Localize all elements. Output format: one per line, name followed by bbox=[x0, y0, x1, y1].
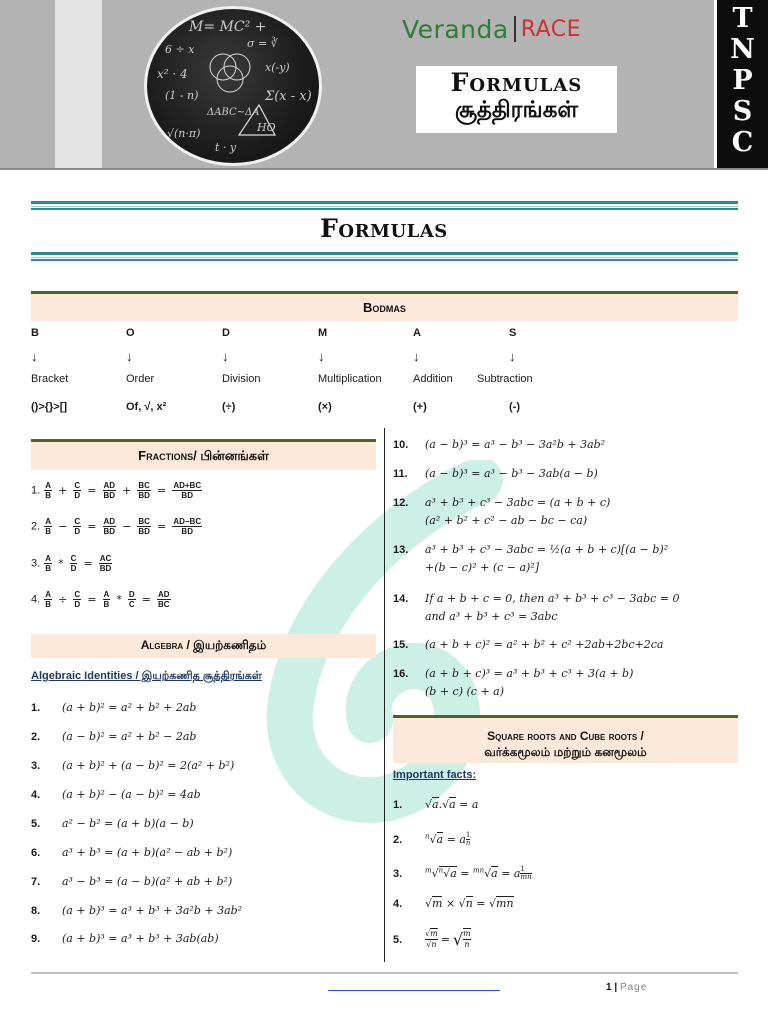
down-arrow-icon: ↓ bbox=[413, 349, 420, 364]
venn-sketch bbox=[205, 49, 257, 93]
identity-expression: a³ − b³ = (a − b)(a² + ab + b²) bbox=[62, 875, 233, 888]
fraction: $\frac{A}{B}$ bbox=[103, 590, 110, 609]
fraction: $\frac{AD+BC}{BD}$ bbox=[173, 481, 202, 500]
brand-veranda: Veranda bbox=[402, 14, 509, 44]
roots-heading-line1: Square roots and Cube roots / bbox=[487, 729, 644, 743]
item-number: 11. bbox=[393, 468, 408, 480]
tnpsc-letter: C bbox=[731, 127, 754, 158]
bodmas-name: Division bbox=[222, 373, 261, 385]
fraction-item: 4. $\frac{A}{B}$ ÷ $\frac{C}{D}$ = $\frac{A}{B}$ * $\frac{D}{C}$ = $\frac{AD}{BC}$ bbox=[31, 590, 170, 609]
fraction: $\frac{AD}{BD}$ bbox=[103, 517, 116, 536]
fraction: $\frac{A}{B}$ bbox=[45, 590, 52, 609]
bodmas-letter: A bbox=[413, 327, 421, 339]
bodmas-name: Order bbox=[126, 373, 155, 385]
fraction: $\frac{D}{C}$ bbox=[128, 590, 135, 609]
down-arrow-icon: ↓ bbox=[31, 349, 38, 364]
item-number: 15. bbox=[393, 639, 409, 651]
bodmas-name: Subtraction bbox=[477, 373, 533, 385]
brand-race: RACE bbox=[520, 16, 582, 42]
bodmas-letter: S bbox=[509, 327, 517, 339]
bodmas-name: Addition bbox=[413, 373, 453, 385]
tnpsc-letter: P bbox=[732, 65, 753, 96]
item-number: 12. bbox=[393, 497, 409, 509]
identity-expression: (a² + b² + c² − ab − bc − ca) bbox=[425, 514, 588, 527]
item-number: 2. bbox=[31, 520, 41, 533]
header-banner bbox=[0, 0, 768, 170]
identity-expression: a² − b² = (a + b)(a − b) bbox=[62, 817, 194, 830]
item-number: 13. bbox=[393, 544, 409, 556]
item-number: 4. bbox=[31, 789, 41, 801]
title-rule-top bbox=[31, 201, 738, 210]
item-number: 5. bbox=[31, 818, 41, 830]
bodmas-symbol: (-) bbox=[509, 401, 520, 413]
chalkboard-image: M= MC² + 6 ÷ x σ = ∛ x² · 4 x(-y) (1 - n) ΔABC~ΔA Σ(x - x) √(n·π) HO t · y bbox=[144, 6, 322, 166]
identity-expression: (b + c) (c + a) bbox=[425, 685, 505, 698]
fraction: $\frac{A}{B}$ bbox=[45, 554, 52, 573]
triangle-sketch bbox=[235, 101, 279, 139]
item-number: 10. bbox=[393, 439, 409, 451]
item-number: 8. bbox=[31, 905, 41, 917]
down-arrow-icon: ↓ bbox=[222, 349, 229, 364]
tnpsc-letter: N bbox=[730, 34, 755, 65]
bodmas-arrows-row bbox=[31, 349, 738, 365]
roots-heading bbox=[393, 715, 738, 763]
page-number: 1 | Page bbox=[606, 982, 648, 993]
header-title-box bbox=[416, 66, 617, 133]
bodmas-name: Bracket bbox=[31, 373, 69, 385]
item-number: 1. bbox=[31, 484, 41, 497]
item-number: 6. bbox=[31, 847, 41, 859]
bodmas-symbols-row bbox=[31, 401, 738, 417]
bodmas-letter: B bbox=[31, 327, 39, 339]
fraction: $\frac{AD}{BC}$ bbox=[158, 590, 170, 609]
footer-link-underline[interactable] bbox=[328, 990, 500, 991]
fraction: $\frac{AD-BC}{BD}$ bbox=[173, 517, 202, 536]
identity-expression: a³ + b³ = (a + b)(a² − ab + b²) bbox=[62, 846, 233, 859]
item-number: 1. bbox=[31, 702, 41, 714]
bodmas-letter: D bbox=[222, 327, 230, 339]
bodmas-name: Multiplication bbox=[318, 373, 382, 385]
bodmas-symbol: ()>{}>[] bbox=[31, 401, 68, 413]
identity-expression: (a + b)³ = a³ + b³ + 3a²b + 3ab² bbox=[62, 904, 243, 917]
banner-light-strip bbox=[55, 0, 102, 170]
fraction: $\frac{C}{D}$ bbox=[70, 554, 77, 573]
header-title-english: Formulas bbox=[450, 68, 583, 97]
item-number: 14. bbox=[393, 593, 409, 605]
fraction: $\frac{A}{B}$ bbox=[45, 517, 52, 536]
identity-expression: a³ + b³ + c³ − 3abc = (a + b + c) bbox=[425, 496, 611, 509]
page-title: Formulas bbox=[320, 214, 448, 243]
fraction-item: 1. $\frac{A}{B}$ + $\frac{C}{D}$ = $\frac{AD}{BD}$ + $\frac{BC}{BD}$ = $\frac{AD+BC}{BD}$ bbox=[31, 481, 202, 500]
algebra-heading: Algebra / இயற்கணிதம் bbox=[31, 634, 376, 658]
tnpsc-letter: T bbox=[732, 3, 753, 34]
item-number: 2. bbox=[31, 731, 41, 743]
item-number: 3. bbox=[31, 557, 41, 570]
identity-expression: (a − b)² = a² + b² − 2ab bbox=[62, 730, 197, 743]
bodmas-heading: Bodmas bbox=[31, 291, 738, 321]
footer-divider bbox=[31, 972, 738, 974]
fraction-item: 2. $\frac{A}{B}$ − $\frac{C}{D}$ = $\frac{AD}{BD}$ − $\frac{BC}{BD}$ = $\frac{AD-BC}{BD}$ bbox=[31, 517, 202, 536]
tnpsc-side-bar bbox=[714, 0, 768, 170]
down-arrow-icon: ↓ bbox=[509, 349, 516, 364]
item-number: 9. bbox=[31, 933, 41, 945]
identity-expression: and a³ + b³ + c³ = 3abc bbox=[425, 610, 558, 623]
brand-logo bbox=[402, 12, 581, 46]
fractions-heading: Fractions/ பின்னங்கள் bbox=[31, 439, 376, 470]
identity-expression: (a + b + c)² = a² + b² + c² +2ab+2bc+2ca bbox=[425, 638, 664, 651]
fraction: $\frac{C}{D}$ bbox=[74, 481, 81, 500]
column-divider bbox=[384, 428, 385, 962]
identity-expression: (a − b)³ = a³ − b³ − 3ab(a − b) bbox=[425, 467, 598, 480]
algebraic-identities-subheading: Algebraic Identities / இயற்கணித சூத்திரங்கள் bbox=[31, 670, 262, 682]
identity-expression: (a + b)² + (a − b)² = 2(a² + b²) bbox=[62, 759, 235, 772]
tnpsc-letter: S bbox=[732, 96, 753, 127]
fraction-item: 3. $\frac{A}{B}$ * $\frac{C}{D}$ = $\frac{AC}{BD}$ bbox=[31, 554, 112, 573]
bodmas-symbol: (×) bbox=[318, 401, 332, 413]
banner-bottom-line bbox=[0, 168, 768, 170]
bodmas-symbol: (÷) bbox=[222, 401, 236, 413]
identity-expression: (a + b + c)³ = a³ + b³ + c³ + 3(a + b) bbox=[425, 667, 634, 680]
item-number: 7. bbox=[31, 876, 41, 888]
bodmas-letters-row bbox=[31, 327, 738, 343]
title-rule-bottom bbox=[31, 252, 738, 261]
fraction: $\frac{C}{D}$ bbox=[74, 517, 81, 536]
fraction: $\frac{AD}{BD}$ bbox=[103, 481, 116, 500]
identity-expression: (a + b)³ = a³ + b³ + 3ab(ab) bbox=[62, 932, 219, 945]
item-number: 4. bbox=[31, 593, 41, 606]
down-arrow-icon: ↓ bbox=[126, 349, 133, 364]
identity-expression: a³ + b³ + c³ − 3abc = ½(a + b + c)[(a − b)² bbox=[425, 543, 669, 556]
item-number: 16. bbox=[393, 668, 409, 680]
identity-expression: (a + b)² = a² + b² + 2ab bbox=[62, 701, 197, 714]
bodmas-symbol: Of, √, x² bbox=[126, 401, 167, 413]
identity-expression: (a − b)³ = a³ − b³ − 3a²b + 3ab² bbox=[425, 438, 606, 451]
header-title-tamil: சூத்திரங்கள் bbox=[454, 97, 579, 123]
bodmas-letter: O bbox=[126, 327, 135, 339]
important-facts-subheading: Important facts: bbox=[393, 769, 477, 781]
roots-heading-line2: வர்க்கமூலம் மற்றும் கனமூலம் bbox=[484, 745, 647, 759]
fraction: $\frac{BC}{BD}$ bbox=[138, 481, 150, 500]
item-number: 3. bbox=[31, 760, 41, 772]
down-arrow-icon: ↓ bbox=[318, 349, 325, 364]
bodmas-symbol: (+) bbox=[413, 401, 427, 413]
identity-expression: +(b − c)² + (c − a)²] bbox=[425, 561, 540, 574]
identity-expression: If a + b + c = 0, then a³ + b³ + c³ − 3abc = 0 bbox=[425, 592, 680, 605]
fraction: $\frac{BC}{BD}$ bbox=[138, 517, 150, 536]
bodmas-names-row bbox=[31, 373, 738, 389]
fraction: $\frac{C}{D}$ bbox=[74, 590, 81, 609]
identity-expression: (a + b)² − (a − b)² = 4ab bbox=[62, 788, 201, 801]
fraction: $\frac{A}{B}$ bbox=[45, 481, 52, 500]
brand-separator bbox=[514, 16, 516, 42]
bodmas-letter: M bbox=[318, 327, 328, 339]
fraction: $\frac{AC}{BD}$ bbox=[99, 554, 112, 573]
